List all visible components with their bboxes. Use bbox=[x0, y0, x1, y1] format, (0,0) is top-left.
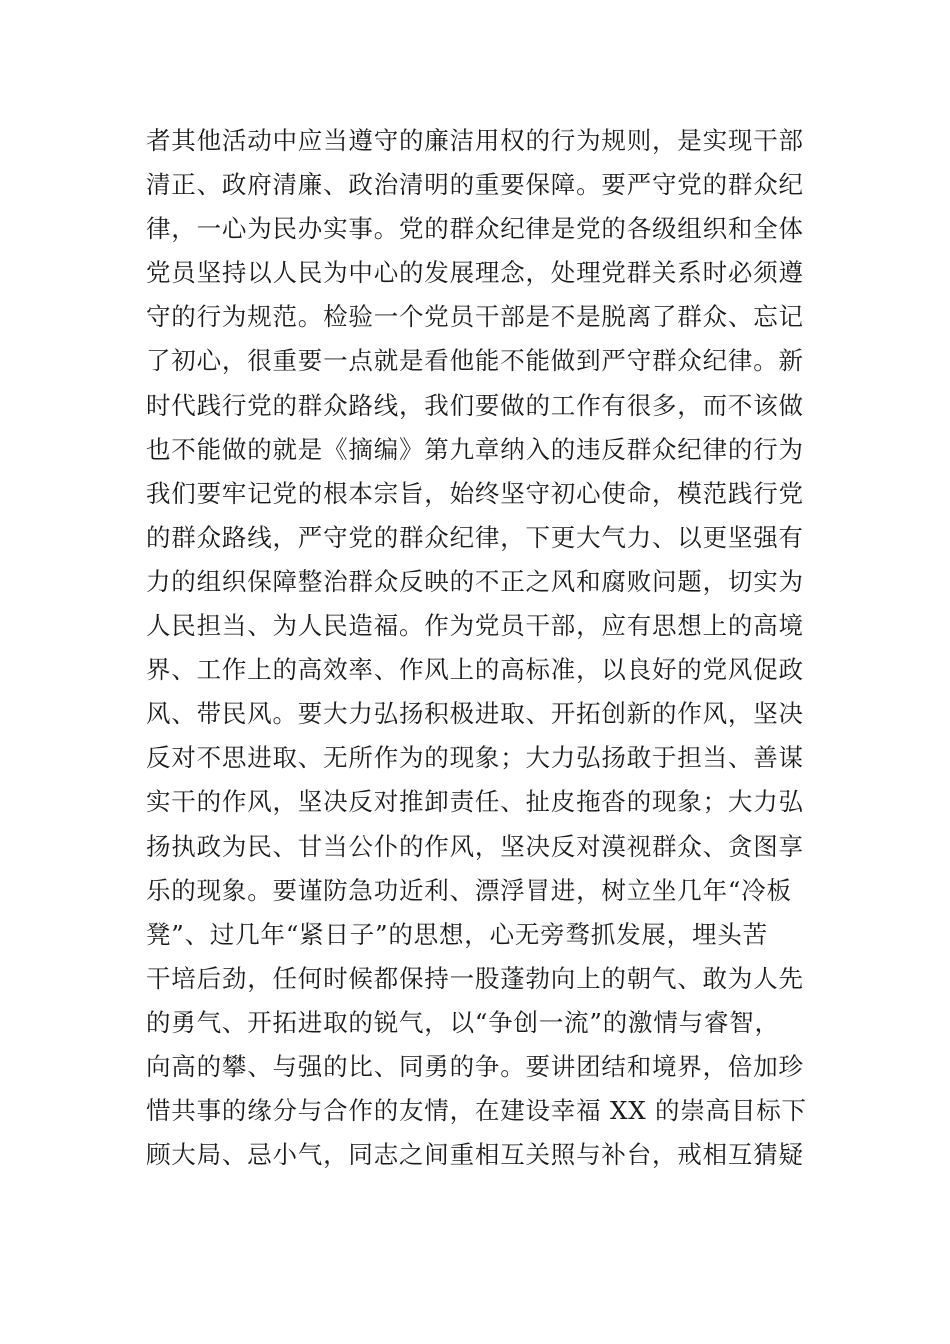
text-line: 向高的攀、与强的比、同勇的争。要讲团结和境界，倍加珍 bbox=[146, 1051, 804, 1081]
text-line: 扬执政为民、甘当公仆的作风，坚决反对漠视群众、贪图享 bbox=[146, 831, 804, 861]
text-line: 界、工作上的高效率、作风上的高标准，以良好的党风促政 bbox=[146, 655, 804, 685]
body-text bbox=[146, 119, 816, 1177]
text-line: 律，一心为民办实事。党的群众纪律是党的各级组织和全体 bbox=[146, 214, 804, 244]
text-line: 凳”、过几年“紧日子”的思想，心无旁骛抓发展，埋头苦 bbox=[146, 919, 768, 949]
text-line: 实干的作风，坚决反对推卸责任、扯皮拖沓的现象；大力弘 bbox=[146, 787, 804, 817]
text-line: 乐的现象。要谨防急功近利、漂浮冒进，树立坐几年“冷板 bbox=[146, 875, 792, 905]
text-line: 干培后劲，任何时候都保持一股蓬勃向上的朝气、敢为人先 bbox=[146, 963, 804, 993]
text-line: 也不能做的就是《摘编》第九章纳入的违反群众纪律的行为 bbox=[146, 434, 804, 464]
text-line: 惜共事的缘分与合作的友情，在建设幸福 XX 的崇高目标下 bbox=[146, 1096, 807, 1126]
text-line: 力的组织保障整治群众反映的不正之风和腐败问题，切实为 bbox=[146, 566, 804, 596]
text-line: 了初心，很重要一点就是看他能不能做到严守群众纪律。新 bbox=[146, 346, 804, 376]
text-line: 顾大局、忌小气，同志之间重相互关照与补台，戒相互猜疑 bbox=[146, 1140, 804, 1170]
text-line: 风、带民风。要大力弘扬积极进取、开拓创新的作风，坚决 bbox=[146, 699, 804, 729]
text-line: 守的行为规范。检验一个党员干部是不是脱离了群众、忘记 bbox=[146, 302, 804, 332]
text-line: 者其他活动中应当遵守的廉洁用权的行为规则，是实现干部 bbox=[146, 126, 804, 155]
text-line: 的群众路线，严守党的群众纪律，下更大气力、以更坚强有 bbox=[146, 522, 804, 552]
text-line: 时代践行党的群众路线，我们要做的工作有很多，而不该做 bbox=[146, 390, 804, 420]
text-line: 人民担当、为人民造福。作为党员干部，应有思想上的高境 bbox=[146, 611, 804, 641]
text-line: 党员坚持以人民为中心的发展理念，处理党群关系时必须遵 bbox=[146, 258, 804, 288]
text-line: 清正、政府清廉、政治清明的重要保障。要严守党的群众纪 bbox=[146, 170, 804, 200]
text-line: 的勇气、开拓进取的锐气，以“争创一流”的激情与睿智， bbox=[146, 1007, 780, 1037]
text-line: 我们要牢记党的根本宗旨，始终坚守初心使命，模范践行党 bbox=[146, 478, 804, 508]
text-line: 反对不思进取、无所作为的现象；大力弘扬敢于担当、善谋 bbox=[146, 743, 804, 773]
